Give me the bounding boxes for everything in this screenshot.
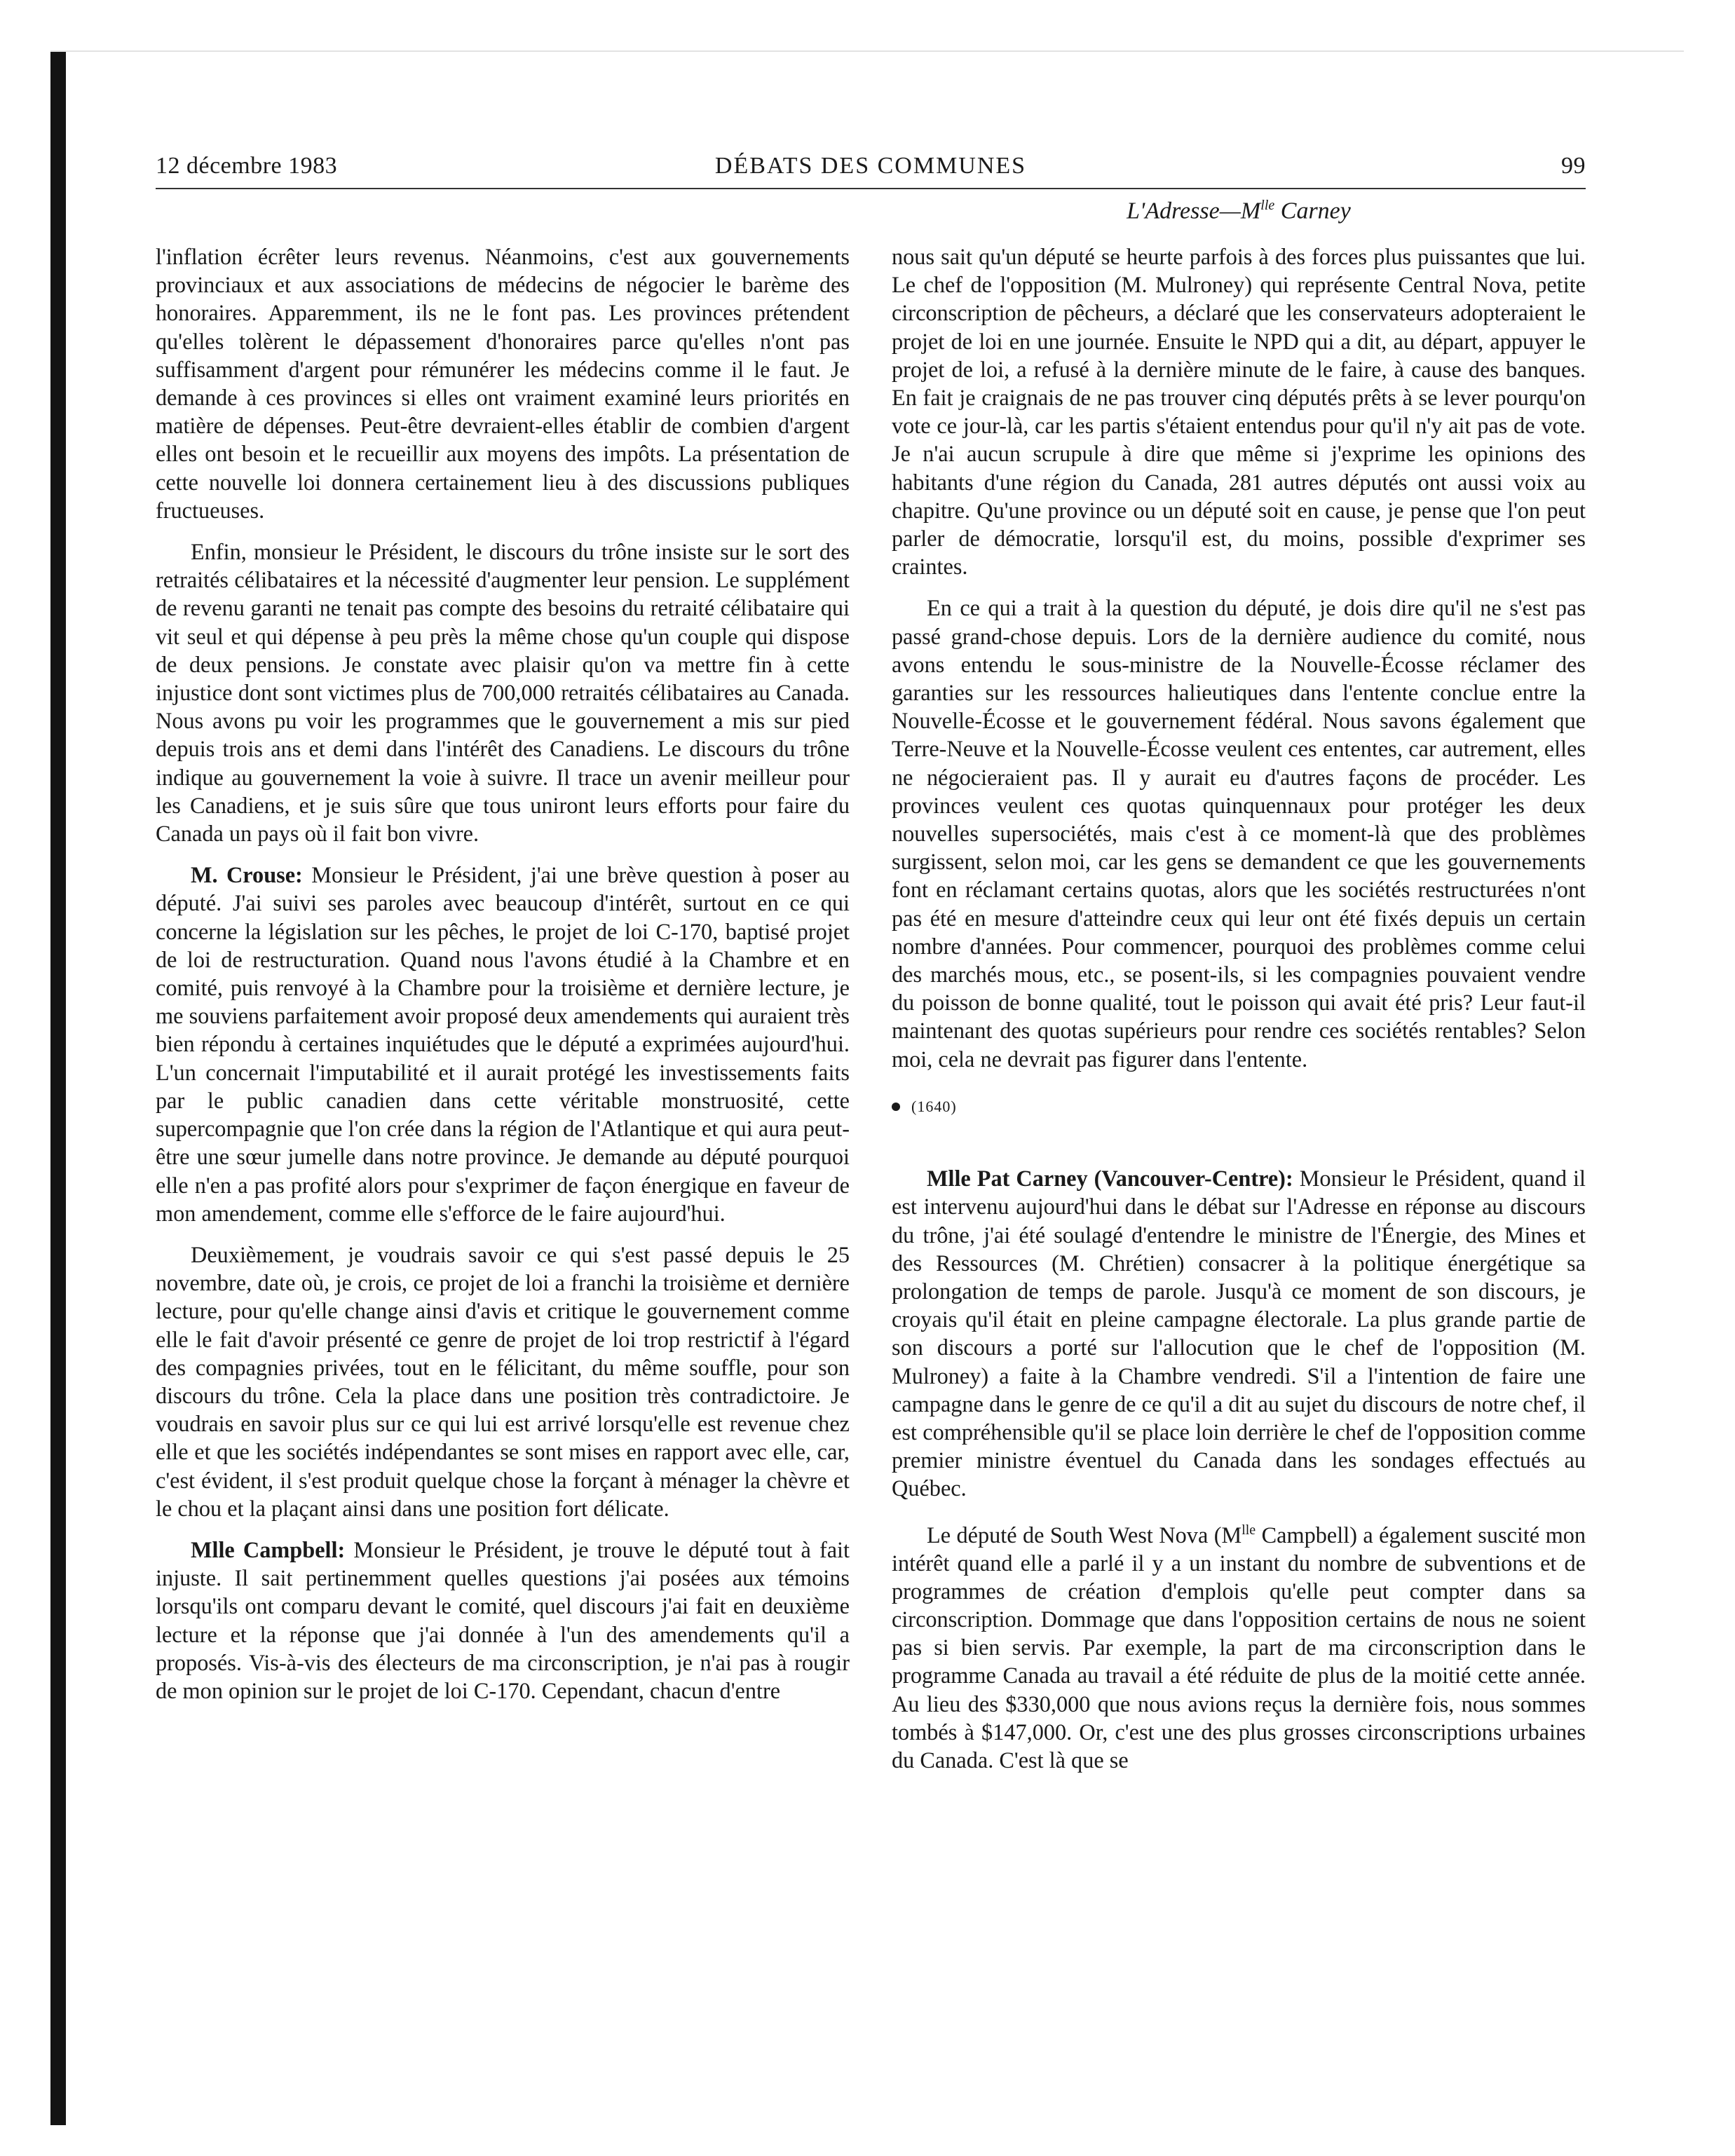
left-column [156,243,850,2093]
left-paragraph-4: Deuxièmement, je voudrais savoir ce qui s'est passé depuis le 25 novembre, date où, je crois, ce projet de loi a franchi la troisième et dernière lecture, pour qu'elle change ainsi d'avis et critique le gouvernement comme elle le fait d'avoir présenté ce genre de projet de loi trop restrictif à l'égard des compagnies privées, tout en le félicitant, du même souffle, pour son discours du trône. Cela la place dans une position très contradictoire. Je voudrais en savoir plus sur ce qui lui est arrivé lorsqu'elle est revenue chez elle et que les sociétés indépendantes se sont mises en rapport avec elle, car, c'est évident, il s'est produit quelque chose la forçant à ménager la chèvre et le chou et la plaçant ainsi dans une position fort délicate. [156,1241,850,1521]
left-paragraph-1: l'inflation écrêter leurs revenus. Néanmoins, c'est aux gouvernements provinciaux et aux associations de médecins de négocier le barème des honoraires. Apparemment, ils ne le font pas. Les provinces prétendent qu'elles tolèrent le dépassement d'honoraires parce qu'elles n'ont pas suffisamment d'argent pour rémunérer les médecins comme il le faut. Je demande à ces provinces si elles ont vraiment examiné leurs priorités en matière de dépenses. Peut-être devraient-elles établir de combien d'argent elles ont besoin et le recueillir aux moyens des impôts. La présentation de cette nouvelle loi donnera certainement lieu à des discussions publiques fructueuses. [156,244,850,523]
speaker-campbell: Mlle Campbell: [191,1536,346,1562]
running-head [892,198,1586,224]
header-date: 12 décembre 1983 [156,153,338,179]
right-column [892,243,1586,2093]
running-head-name: Carney [1274,198,1351,224]
scan-edge-shadow [50,50,66,2125]
right-paragraph-4 [892,1516,1586,1775]
running-head-text: L'Adresse—M [1127,198,1261,224]
right-paragraph-3-text: Monsieur le Président, quand il est intervenu aujourd'hui dans le débat sur l'Adresse en réponse au discours du trône, j'ai été soulagé d'entendre le ministre de l'Énergie, des Mines et des Ressources (M. Chrétien) consacrer à la politique énergétique sa prolongation de temps de parole. Jusqu'à ce moment de son discours, je croyais qu'il était en pleine campagne électorale. La plus grande partie de son discours a porté sur l'allocution que le chef de l'opposition (M. Mulroney) a faite à la Chambre vendredi. S'il a l'intention de faire une campagne dans le genre de ce qu'il a dit au sujet du discours de notre chef, il est compréhensible qu'il se place loin derrière le chef de l'opposition comme premier ministre éventuel du Canada dans les sondages effectués au Québec. [892,1166,1586,1501]
left-paragraph-2: Enfin, monsieur le Président, le discours du trône insiste sur le sort des retraités célibataires et la nécessité d'augmenter leur pension. Le supplément de revenu garanti ne tenait pas compte des besoins du retraité célibataire qui vit seul et qui dépense à peu près la même chose qu'un couple qui dispose de deux pensions. Je constate avec plaisir qu'on va mettre fin à cette injustice dont sont victimes plus de 700,000 retraités célibataires au Canada. Nous avons pu voir les programmes que le gouvernement a mis sur pied depuis trois ans et demi dans l'intérêt des Canadiens. Le discours du trône indique au gouvernement la voie à suivre. Il trace un avenir meilleur pour les Canadiens, et je suis sûre que tous uniront leurs efforts pour faire du Canada un pays où il fait bon vivre. [156,539,850,847]
right-paragraph-1: nous sait qu'un député se heurte parfois à des forces plus puissantes que lui. Le chef de l'opposition (M. Mulroney) qui représente Central Nova, petite circonscription de pêcheurs, a déclaré que les conservateurs adopteraient le projet de loi en une journée. Ensuite le NPD qui a dit, au départ, appuyer le projet de loi, a refusé à la dernière minute de le faire, à cause des banques. En fait je craignais de ne pas trouver cinq députés prêts à se lever pourqu'on vote ce jour-là, car les partis s'étaient entendus pour qu'il n'y ait pas de vote. Je n'ai aucun scrupule à dire que même si j'exprime les opinions des habitants d'une région du Canada, 281 autres députés ont aussi voix au chapitre. Qu'une province ou un député soit en cause, je pense que l'on peut parler de démocratie, lorsqu'il est, du moins, possible d'exprimer ses craintes. [892,244,1586,580]
header-title: DÉBATS DES COMMUNES [714,153,1027,179]
speaker-carney: Mlle Pat Carney (Vancouver-Centre): [927,1166,1293,1192]
right-paragraph-4-text-a: Le député de South West Nova (M [927,1522,1242,1548]
speaker-crouse: M. Crouse: [191,862,303,888]
time-marker-text: (1640) [911,1097,957,1115]
running-head-sup: lle [1260,198,1275,213]
time-marker [892,1093,1586,1121]
right-paragraph-4-sup: lle [1241,1522,1256,1538]
header-rule [156,188,1586,189]
right-paragraph-2: En ce qui a trait à la question du député, je dois dire qu'il ne s'est pas passé grand-chose depuis. Lors de la dernière audience du comité, nous avons entendu le sous-ministre de la Nouvelle-Écosse réclamer des garanties sur les ressources halieutiques dans l'entente conclue entre la Nouvelle-Écosse et le gouvernement fédéral. Nous savons également que Terre-Neuve et la Nouvelle-Écosse veulent ces ententes, car autrement, elles ne négocieraient pas. Il y aurait eu d'autres façons de procéder. Les provinces veulent ces quotas quinquennaux pour protéger les deux nouvelles supersociétés, mais c'est à ce moment-là que des problèmes surgissent, selon moi, car les gens se demandent ce que les gouvernements font en réclamant certains quotas, alors que les sociétés restructurées n'ont pas été en mesure d'atteindre ceux qui leur ont été fixés depuis un certain nombre d'années. Pour commencer, pourquoi des problèmes comme celui des marchés mous, etc., se posent-ils, si les compagnies pouvaient vendre du poisson de bonne qualité, tout le poisson qui avait été pris? Leur faut-il maintenant des quotas supérieurs pour rendre ces sociétés rentables? Selon moi, cela ne devrait pas figurer dans l'entente. [892,595,1586,1072]
page-number: 99 [1561,153,1586,179]
scan-top-edge [50,50,1684,52]
page-header [156,153,1586,192]
right-paragraph-3 [892,1164,1586,1502]
left-paragraph-3-text: Monsieur le Président, j'ai une brève question à poser au député. J'ai suivi ses paroles avec beaucoup d'intérêt, surtout en ce qui concerne la législation sur les pêches, le projet de loi C-170, baptisé projet de loi de restructuration. Quand nous l'avons étudié à la Chambre et en comité, puis renvoyé à la Chambre pour la troisième et dernière lecture, je me souviens parfaitement avoir proposé deux amendements qui auraient très bien répondu à certaines inquiétudes que le député a exprimées aujourd'hui. L'un concernait l'imputabilité et il aurait protégé les investissements faits par le public canadien dans cette véritable monstruosité, cette supercompagnie que l'on crée dans la région de l'Atlantique et qui aura peut-être une sœur jumelle dans notre province. Je demande au député pourquoi elle n'en a pas profité alors pour s'exprimer de façon énergique en faveur de mon amendement, comme elle s'efforce de le faire aujourd'hui. [156,862,850,1226]
right-paragraph-4-text-b: Campbell) a également suscité mon intérêt quand elle a parlé il y a un instant du nombre de subventions et de programmes de création d'emplois qu'elle peut compter dans sa circonscription. Dommage que dans l'opposition certains de nous ne soient pas si bien servis. Par exemple, la part de ma circonscription dans le programme Canada au travail a été réduite de plus de la moitié cette année. Au lieu des $330,000 que nous avions reçus la dernière fois, nous sommes tombés à $147,000. Or, c'est une des plus grosses circonscriptions urbaines du Canada. C'est là que se [892,1522,1586,1773]
left-paragraph-5-text: Monsieur le Président, je trouve le député tout à fait injuste. Il sait pertinemment quelles questions j'ai posées aux témoins lorsqu'ils ont comparu devant le comité, quel discours j'ai fait en deuxième lecture et la réponse que j'ai donnée à l'un des amendements qu'il a proposés. Vis-à-vis des électeurs de ma circonscription, je n'ai pas à rougir de mon opinion sur le projet de loi C-170. Cependant, chacun d'entre [156,1536,850,1703]
left-paragraph-5 [156,1536,850,1705]
bullet-icon [892,1103,900,1111]
left-paragraph-3 [156,861,850,1227]
